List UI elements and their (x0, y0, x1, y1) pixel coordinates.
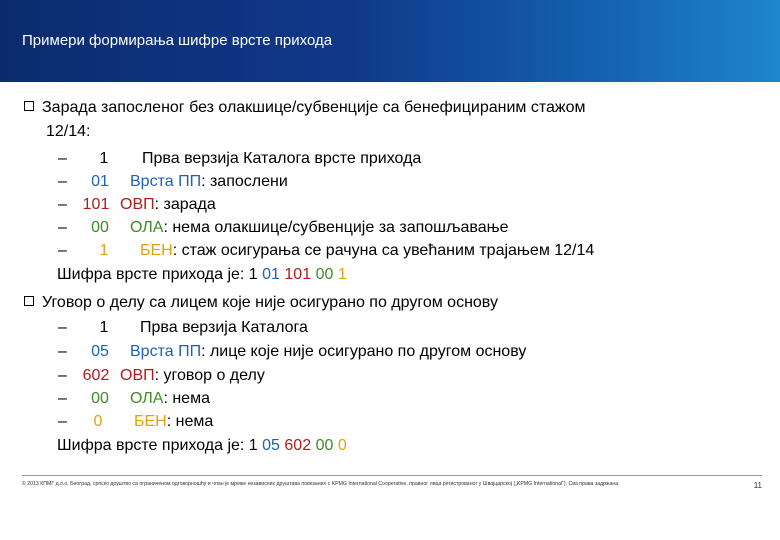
checkbox-bullet-icon (24, 296, 34, 306)
item-text: : запослени (201, 173, 288, 190)
bullet-1-title-cont: 12/14: (46, 123, 91, 140)
item-text: : нема олакшице/субвенције за запошљавање (163, 219, 509, 236)
item-text: Прва верзија Каталога врсте прихода (142, 150, 422, 167)
code-value: 602 (82, 367, 110, 384)
code-value: 1 (99, 150, 109, 167)
item-label: БЕН (140, 242, 173, 259)
item-label: ОВП (120, 367, 155, 384)
code-summary: Шифра врсте прихода је: 1 01 101 00 1 (57, 266, 347, 283)
item-label: ОЛА (130, 390, 164, 407)
item-text: : уговор о делу (154, 367, 265, 384)
item-text: : стаж осигурања се рачуна са увећаним трајањем 12/14 (172, 242, 595, 259)
checkbox-bullet-icon (24, 101, 34, 111)
item-text: : лице које није осигурано по другом основу (201, 343, 527, 360)
item-text: Прва верзија Каталога (140, 319, 308, 336)
item-label: ОВП (120, 196, 155, 213)
item-text: : нема (163, 390, 210, 407)
item-label: ОЛА (130, 219, 164, 236)
code-value: 00 (91, 219, 109, 236)
bullet-2-title: Уговор о делу са лицем које није осигурано по другом основу (24, 292, 498, 313)
code-value: 05 (91, 343, 109, 360)
bullet-1-title: Зарада запосленог без олакшице/субвенције са бенефицираним стажом (24, 97, 586, 118)
footer-divider (22, 475, 762, 476)
code-value: 0 (93, 413, 103, 430)
footer-copyright: © 2013 КПМГ д.о.о. Београд, српско друштво са ограниченом одговорношћу и члан је мреже независних друштава повезаних с KPMG International Cooperative, правног лица регистрованог у Швајцарској („KPMG International“). Сва права задржана. (22, 481, 620, 487)
item-label: БЕН (134, 413, 167, 430)
code-value: 1 (99, 319, 109, 336)
code-value: 1 (99, 242, 109, 259)
code-value: 00 (91, 390, 109, 407)
code-value: 101 (82, 196, 110, 213)
code-value: 01 (91, 173, 109, 190)
slide-header (0, 0, 780, 82)
item-text: : нема (166, 413, 214, 430)
item-label: Врста ПП (130, 173, 202, 190)
item-label: Врста ПП (130, 343, 202, 360)
slide-title: Примери формирања шифре врсте прихода (22, 32, 333, 49)
page-number: 11 (753, 481, 762, 490)
code-summary: Шифра врсте прихода је: 1 05 602 00 0 (57, 437, 347, 454)
item-text: : зарада (154, 196, 216, 213)
